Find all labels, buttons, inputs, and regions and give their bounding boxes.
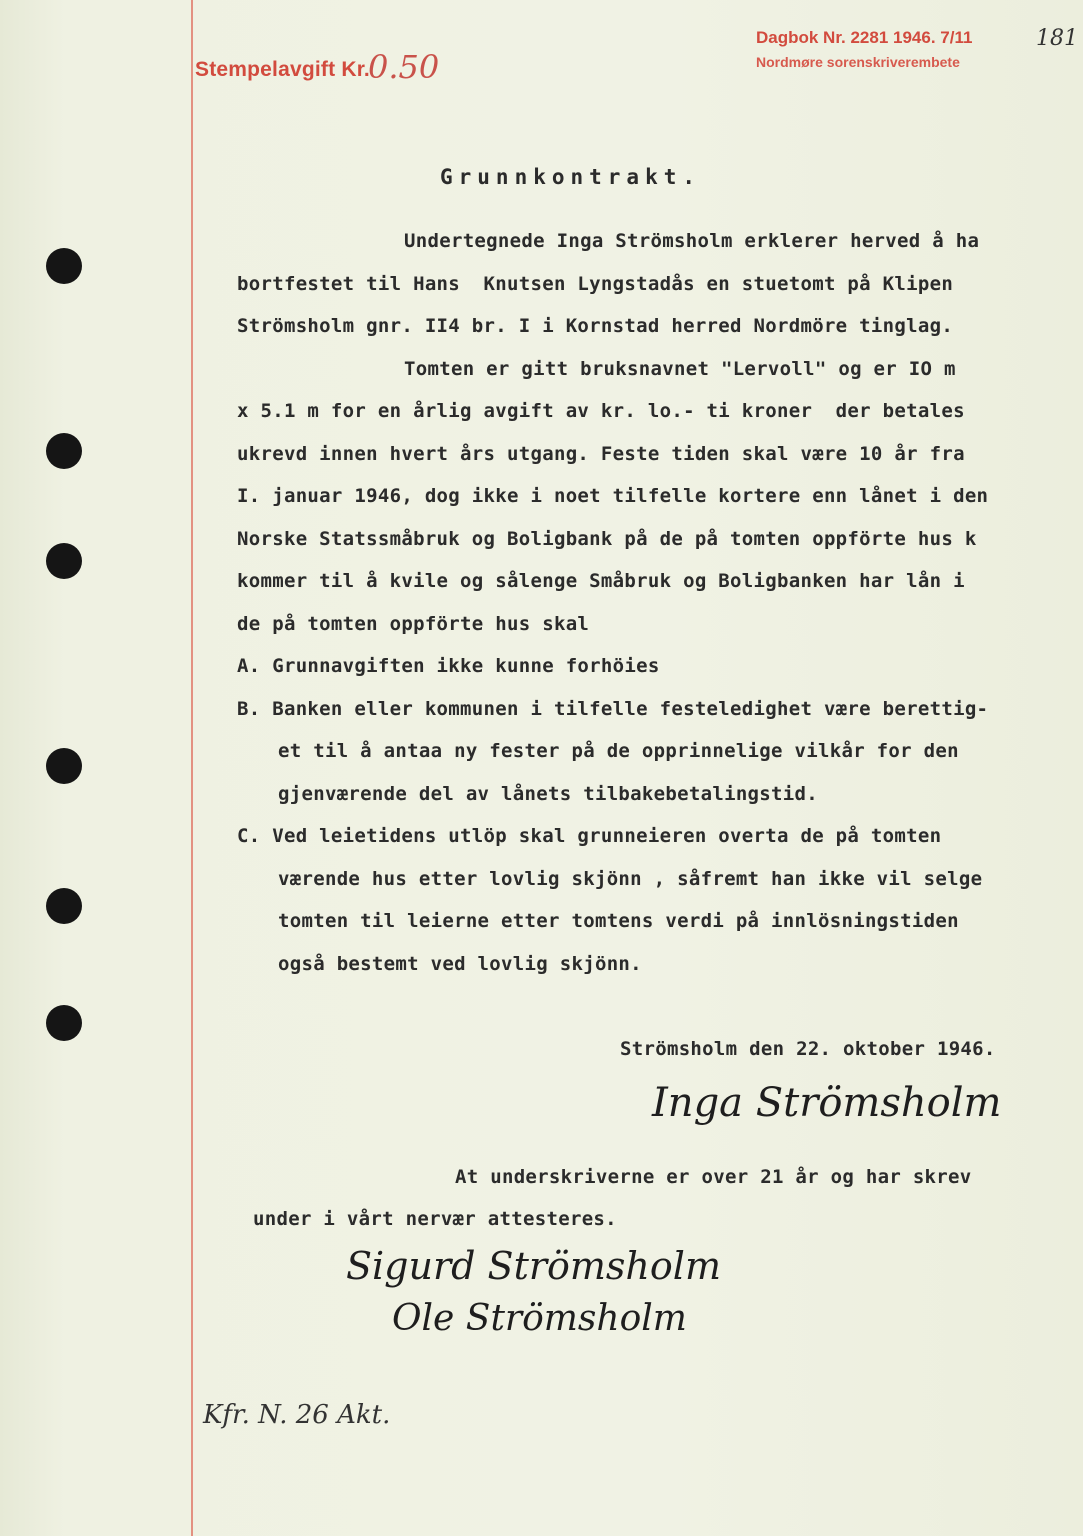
page-number: 181 (1036, 26, 1078, 51)
body-line: Tomten er gitt bruksnavnet "Lervoll" og er IO m (404, 358, 956, 380)
body-line: Undertegnede Inga Strömsholm erklerer herved å ha (404, 230, 980, 252)
office-stamp: Nordmøre sorenskriverembete (756, 54, 960, 70)
margin-rule (191, 0, 193, 1536)
document-title: Grunnkontrakt. (440, 165, 702, 189)
punch-hole (46, 1005, 82, 1041)
clause-a: A. Grunnavgiften ikke kunne forhöies (237, 655, 660, 677)
body-line: ukrevd innen hvert års utgang. Feste tiden skal være 10 år fra (237, 443, 965, 465)
body-line: bortfestet til Hans Knutsen Lyngstadås en stuetomt på Klipen (237, 273, 954, 295)
body-line: I. januar 1946, dog ikke i noet tilfelle kortere enn lånet i den (237, 485, 989, 507)
journal-stamp: Dagbok Nr. 2281 1946. 7/11 (756, 28, 973, 47)
body-line: gjenværende del av lånets tilbakebetalingstid. (278, 783, 818, 805)
punch-hole (46, 248, 82, 284)
attest-line: under i vårt nervær attesteres. (253, 1208, 617, 1230)
witness-signature: Ole Strömsholm (392, 1298, 687, 1339)
punch-hole (46, 748, 82, 784)
body-line: tomten til leierne etter tomtens verdi på innlösningstiden (278, 910, 959, 932)
body-line: Norske Statssmåbruk og Boligbank på de på tomten oppförte hus k (237, 528, 977, 550)
punch-hole (46, 888, 82, 924)
attest-line: At underskriverne er over 21 år og har skrev (455, 1166, 972, 1188)
clause-b: B. Banken eller kommunen i tilfelle festeledighet være berettig- (237, 698, 989, 720)
signature: Inga Strömsholm (652, 1080, 1002, 1126)
punch-hole (46, 543, 82, 579)
body-line: også bestemt ved lovlig skjönn. (278, 953, 642, 975)
place-date: Strömsholm den 22. oktober 1946. (620, 1038, 996, 1060)
body-line: de på tomten oppförte hus skal (237, 613, 590, 635)
footnote: Kfr. N. 26 Akt. (203, 1400, 391, 1430)
body-line: x 5.1 m for en årlig avgift av kr. lo.- ti kroner der betales (237, 400, 965, 422)
body-line: Strömsholm gnr. II4 br. I i Kornstad herred Nordmöre tinglag. (237, 315, 954, 337)
clause-c: C. Ved leietidens utlöp skal grunneieren overta de på tomten (237, 825, 942, 847)
punch-hole (46, 433, 82, 469)
stamp-duty-amount: 0.50 (368, 48, 440, 86)
witness-signature: Sigurd Strömsholm (346, 1244, 721, 1288)
body-line: et til å antaa ny fester på de opprinnelige vilkår for den (278, 740, 959, 762)
body-line: kommer til å kvile og sålenge Småbruk og Boligbanken har lån i (237, 570, 965, 592)
stamp-duty-label: Stempelavgift Kr. (195, 58, 370, 81)
body-line: værende hus etter lovlig skjönn , såfremt han ikke vil selge (278, 868, 983, 890)
